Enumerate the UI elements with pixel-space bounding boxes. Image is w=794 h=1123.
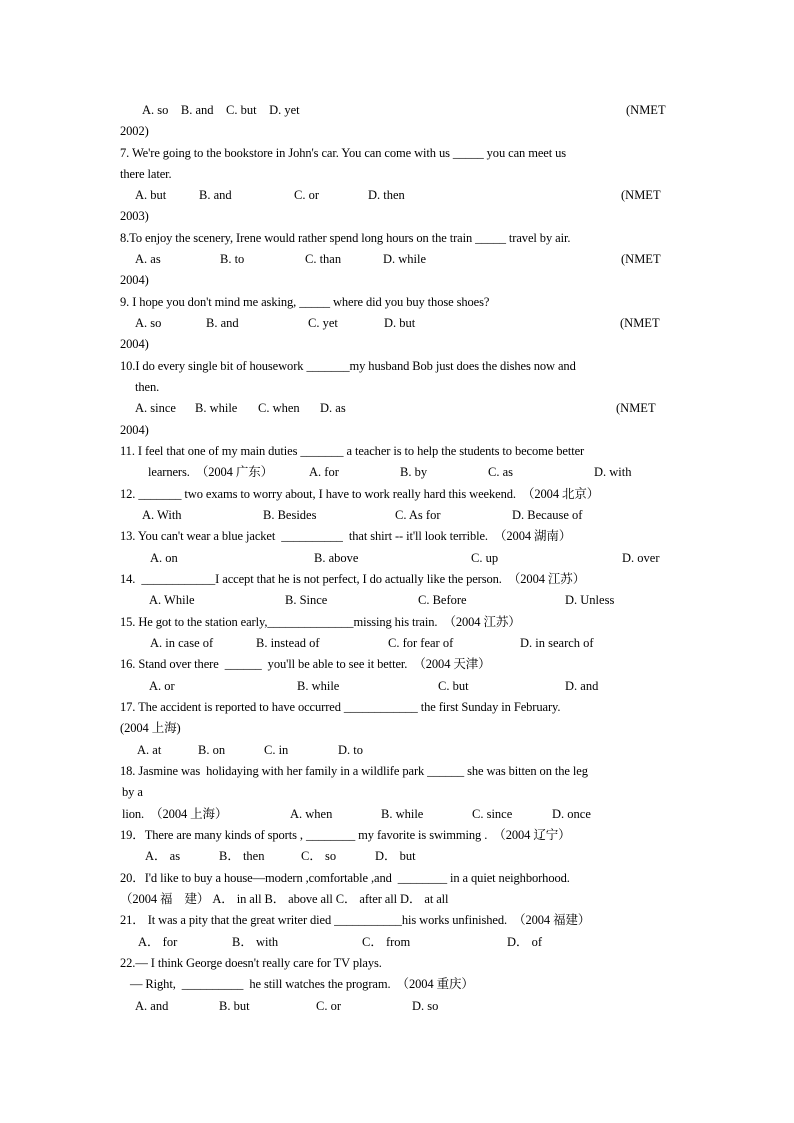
option-a: A. on (150, 551, 178, 565)
option-a: A. when (290, 807, 333, 821)
option-c: C. for fear of (388, 636, 454, 650)
question-11: 11. I feel that one of my main duties _______ a teacher is to help the students to become better (120, 444, 585, 458)
source-tag: (NMET (626, 103, 666, 117)
question-17-source: (2004 上海) (120, 721, 181, 735)
question-14: 14. ____________I accept that he is not perfect, I do actually like the person. （2004 江苏） (120, 572, 586, 586)
option-c: C. but (438, 679, 469, 693)
option-a: A. or (149, 679, 175, 693)
option-a: A. With (142, 508, 182, 522)
option-b: B. instead of (256, 636, 320, 650)
source-year: 2004) (120, 337, 149, 351)
option-d: D． of (507, 935, 543, 949)
source-year: 2004) (120, 273, 149, 287)
option-c: C. than (305, 252, 342, 266)
question-9: 9. I hope you don't mind me asking, _____ where did you buy those shoes? (120, 295, 490, 309)
question-22-cont: — Right, __________ he still watches the program. （2004 重庆） (130, 977, 474, 991)
option-b: B. and (199, 188, 232, 202)
question-12: 12. _______ two exams to worry about, I have to work really hard this weekend. （2004 北京） (120, 487, 600, 501)
question-11-cont: learners. （2004 广东） (148, 465, 274, 479)
option-b: B. and (206, 316, 239, 330)
question-21: 21． It was a pity that the great writer died ___________his works unfinished. （2004 福建） (120, 913, 591, 927)
option-c: C. in (264, 743, 289, 757)
option-d: D. in search of (520, 636, 594, 650)
question-18-cont2: lion. （2004 上海） (122, 807, 228, 821)
question-7: 7. We're going to the bookstore in John's car. You can come with us _____ you can meet us (120, 146, 567, 160)
option-c: C. since (472, 807, 513, 821)
option-c: C. As for (395, 508, 441, 522)
question-18: 18. Jasmine was holidaying with her family in a wildlife park ______ she was bitten on the leg (120, 764, 588, 778)
option-a: A. at (137, 743, 162, 757)
question-13: 13. You can't wear a blue jacket __________ that shirt -- it'll look terrible. （2004 湖南） (120, 529, 572, 543)
option-d: D. to (338, 743, 363, 757)
option-b: B. while (381, 807, 424, 821)
option-d: D. as (320, 401, 346, 415)
option-d: D． but (375, 849, 416, 863)
option-a: A. so (135, 316, 162, 330)
question-16: 16. Stand over there ______ you'll be able to see it better. （2004 天津） (120, 657, 491, 671)
option-c: C． from (362, 935, 411, 949)
option-b: B. but (219, 999, 250, 1013)
options-q6: A. so B. and C. but D. yet (142, 103, 300, 117)
source-year: 2004) (120, 423, 149, 437)
source-tag: (NMET (620, 316, 660, 330)
option-a: A. for (309, 465, 339, 479)
option-b: B. while (297, 679, 340, 693)
option-a: A. as (135, 252, 161, 266)
option-d: D. over (622, 551, 660, 565)
option-c: C. or (294, 188, 319, 202)
option-a: A. in case of (150, 636, 214, 650)
option-d: D. then (368, 188, 405, 202)
source-tag: (NMET (616, 401, 656, 415)
option-d: D. Unless (565, 593, 615, 607)
option-c: C. up (471, 551, 499, 565)
option-c: C. Before (418, 593, 467, 607)
option-d: D. while (383, 252, 427, 266)
option-c: C. or (316, 999, 341, 1013)
question-8: 8.To enjoy the scenery, Irene would rather spend long hours on the train _____ travel by air. (120, 231, 571, 245)
question-18-cont: by a (122, 785, 143, 799)
option-a: A. and (135, 999, 169, 1013)
question-20: 20．I'd like to buy a house—modern ,comfortable ,and ________ in a quiet neighborhood. (120, 871, 570, 885)
source-tag: (NMET (621, 252, 661, 266)
source-year: 2003) (120, 209, 149, 223)
option-d: D. but (384, 316, 416, 330)
option-c: C． so (301, 849, 337, 863)
option-a: A． for (138, 935, 178, 949)
option-b: B. above (314, 551, 359, 565)
option-d: D. once (552, 807, 591, 821)
option-b: B. to (220, 252, 245, 266)
question-19: 19．There are many kinds of sports , ________ my favorite is swimming . （2004 辽宁） (120, 828, 571, 842)
question-20-options: （2004 福 建） A． in all B． above all C． after all D． at all (120, 892, 449, 906)
option-a: A． as (145, 849, 181, 863)
option-a: A. since (135, 401, 176, 415)
question-10: 10.I do every single bit of housework _______my husband Bob just does the dishes now and (120, 359, 576, 373)
option-d: D. and (565, 679, 599, 693)
option-a: A. While (149, 593, 195, 607)
option-c: C. as (488, 465, 513, 479)
option-b: B． with (232, 935, 279, 949)
option-b: B. while (195, 401, 238, 415)
source-year: 2002) (120, 124, 149, 138)
question-15: 15. He got to the station early,______________missing his train. （2004 江苏） (120, 615, 521, 629)
option-b: B. on (198, 743, 226, 757)
option-d: D. with (594, 465, 632, 479)
option-b: B. Since (285, 593, 328, 607)
source-tag: (NMET (621, 188, 661, 202)
option-d: D. Because of (512, 508, 583, 522)
option-c: C. when (258, 401, 300, 415)
option-c: C. yet (308, 316, 338, 330)
option-b: B. by (400, 465, 428, 479)
question-22: 22.— I think George doesn't really care for TV plays. (120, 956, 382, 970)
question-7-cont: there later. (120, 167, 172, 181)
option-a: A. but (135, 188, 167, 202)
question-17: 17. The accident is reported to have occurred ____________ the first Sunday in February. (120, 700, 561, 714)
question-10-cont: then. (135, 380, 160, 394)
option-b: B. Besides (263, 508, 317, 522)
option-b: B． then (219, 849, 265, 863)
option-d: D. so (412, 999, 439, 1013)
